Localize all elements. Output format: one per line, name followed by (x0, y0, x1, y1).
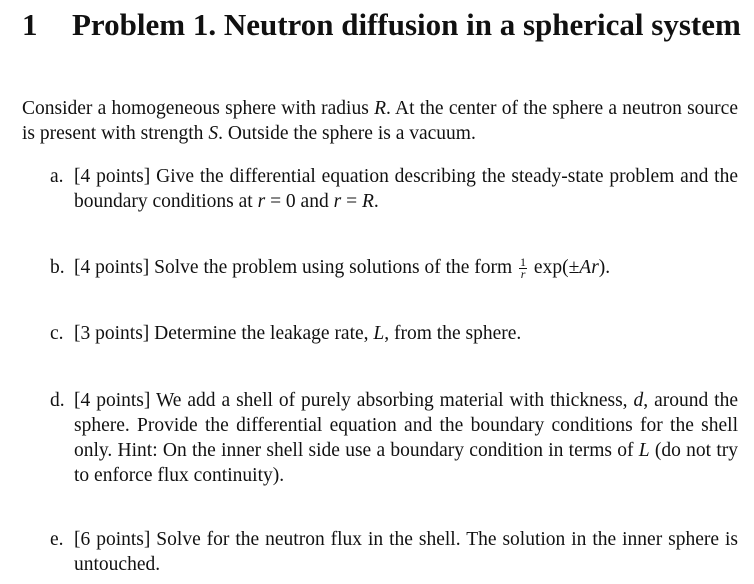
var-L: L (373, 323, 385, 344)
section-number: 1 (22, 7, 38, 42)
fraction (519, 257, 527, 280)
question-e-text (74, 527, 738, 577)
question-text: [4 points] Solve the problem using solutions of the form (74, 257, 518, 278)
question-text: [3 points] Determine the leakage rate, (74, 323, 374, 344)
section-title: Problem 1. Neutron diffusion in a spherical system (72, 7, 741, 42)
question-b-text (74, 255, 738, 280)
question-c (50, 321, 738, 346)
question-a-text (74, 164, 738, 214)
question-text: [4 points] We add a shell of purely absorbing material with thickness, (74, 390, 634, 411)
var-L: L (638, 440, 650, 461)
fraction-numerator: 1 (520, 255, 527, 270)
intro-paragraph (22, 96, 738, 146)
question-a (50, 164, 738, 214)
intro-text: . At the center of the sphere a neutron source is present with strength (22, 98, 738, 144)
question-text: [6 points] Solve for the neutron flux in the shell. The solution in the inner sphere is untouched. (74, 529, 738, 575)
var-r: r (333, 191, 342, 212)
intro-text: Consider a homogeneous sphere with radius (22, 98, 375, 119)
item-marker: a. (50, 166, 64, 187)
item-marker: b. (50, 257, 65, 278)
item-marker: e. (50, 529, 64, 550)
question-text: (do not try to enforce flux continuity). (74, 440, 739, 486)
fraction-denominator: r (520, 267, 526, 282)
question-d (50, 388, 738, 488)
var-Ar: Ar (579, 257, 599, 278)
question-text: = (341, 191, 362, 212)
question-text: , around the sphere. Provide the differential equation and the boundary conditions for the shell only. Hint: On the inner shell side use a boundary condition in terms of (74, 390, 738, 461)
var-R: R (374, 98, 386, 119)
var-r: r (257, 191, 266, 212)
var-d: d (633, 390, 644, 411)
var-R: R (361, 191, 374, 212)
var-S: S (208, 123, 219, 144)
item-marker: c. (50, 323, 64, 344)
question-b (50, 255, 738, 280)
item-marker: d. (50, 390, 65, 411)
question-c-text (74, 321, 738, 346)
question-text: , from the sphere. (384, 323, 522, 344)
question-text: . (373, 191, 379, 212)
question-text: [4 points] Give the differential equation describing the steady-state problem and the boundary conditions at (74, 166, 738, 212)
question-text: = 0 and (265, 191, 334, 212)
question-text: ). (598, 257, 611, 278)
intro-text: . Outside the sphere is a vacuum. (218, 123, 476, 144)
question-text: exp(± (529, 257, 580, 278)
question-d-text (74, 388, 738, 488)
question-e (50, 527, 738, 577)
